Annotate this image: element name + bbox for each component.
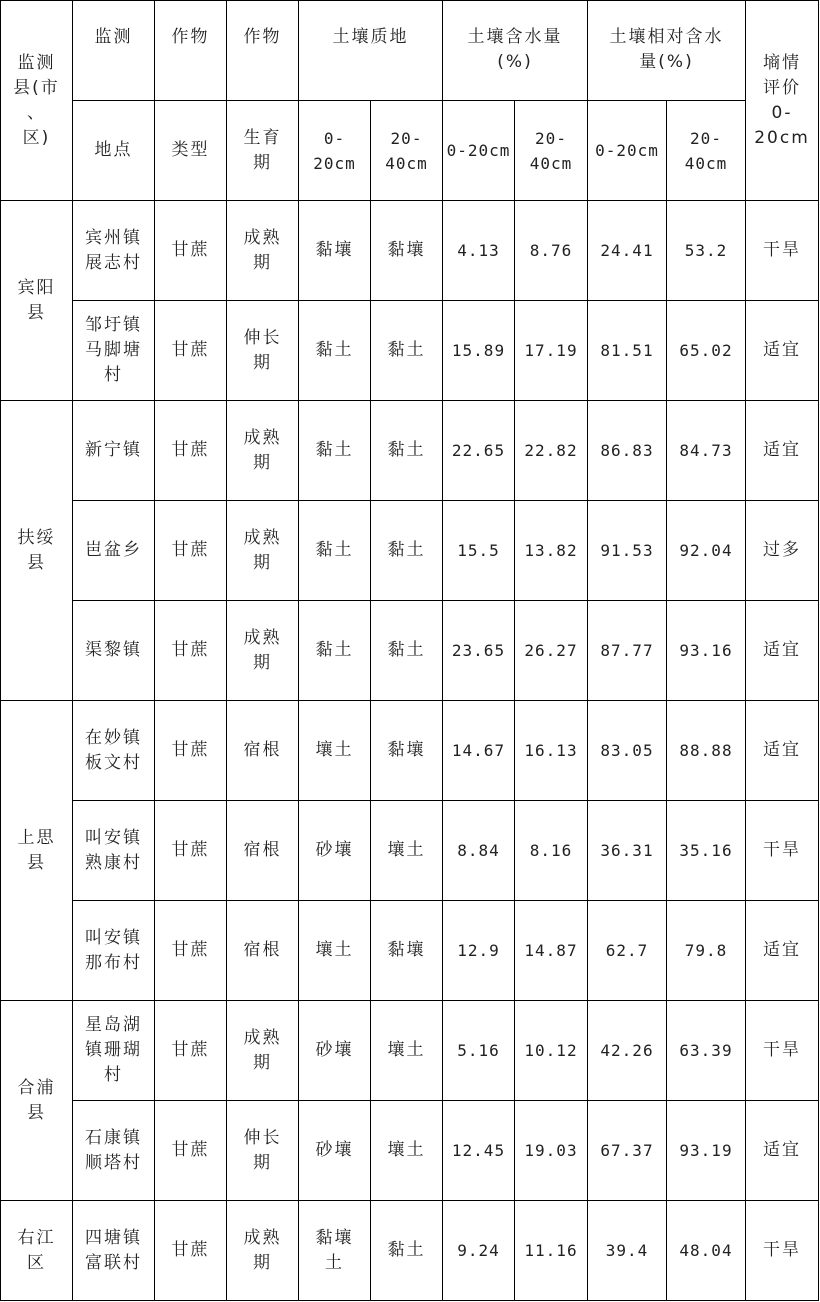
table-row [1, 1201, 819, 1301]
table-row [1, 701, 819, 801]
water-20-40-cell: 13.82 [515, 501, 588, 601]
growth-stage-cell: 成熟 期 [227, 401, 299, 501]
moisture-eval-cell: 干旱 [746, 1201, 819, 1301]
moisture-eval-cell: 干旱 [746, 1001, 819, 1101]
rel-water-20-40-cell: 63.39 [667, 1001, 746, 1101]
water-0-20-cell: 4.13 [443, 201, 515, 301]
rel-water-0-20-cell: 81.51 [588, 301, 667, 401]
header-water: 土壤含水量 (%) [443, 1, 588, 101]
crop-type-cell: 甘蔗 [155, 401, 227, 501]
crop-type-cell: 甘蔗 [155, 701, 227, 801]
county-cell: 合浦 县 [1, 1001, 73, 1201]
crop-type-cell: 甘蔗 [155, 801, 227, 901]
growth-stage-cell: 伸长 期 [227, 1101, 299, 1201]
growth-stage-cell: 宿根 [227, 701, 299, 801]
texture-0-20-cell: 壤土 [299, 901, 371, 1001]
header-stage-top: 作物 [227, 1, 299, 101]
texture-20-40-cell: 黏壤 [371, 201, 443, 301]
rel-water-0-20-cell: 87.77 [588, 601, 667, 701]
table-row [1, 301, 819, 401]
header-crop-top: 作物 [155, 1, 227, 101]
county-cell: 宾阳 县 [1, 201, 73, 401]
site-cell: 新宁镇 [73, 401, 155, 501]
texture-20-40-cell: 壤土 [371, 801, 443, 901]
water-20-40-cell: 14.87 [515, 901, 588, 1001]
moisture-eval-cell: 适宜 [746, 701, 819, 801]
site-cell: 星岛湖 镇珊瑚 村 [73, 1001, 155, 1101]
water-0-20-cell: 12.9 [443, 901, 515, 1001]
moisture-eval-cell: 过多 [746, 501, 819, 601]
water-0-20-cell: 14.67 [443, 701, 515, 801]
water-20-40-cell: 22.82 [515, 401, 588, 501]
water-0-20-cell: 5.16 [443, 1001, 515, 1101]
growth-stage-cell: 成熟 期 [227, 501, 299, 601]
rel-water-20-40-cell: 93.16 [667, 601, 746, 701]
crop-type-cell: 甘蔗 [155, 301, 227, 401]
texture-0-20-cell: 砂壤 [299, 1001, 371, 1101]
moisture-eval-cell: 干旱 [746, 801, 819, 901]
rel-water-0-20-cell: 39.4 [588, 1201, 667, 1301]
texture-20-40-cell: 黏壤 [371, 701, 443, 801]
texture-20-40-cell: 黏土 [371, 501, 443, 601]
header-texture-20-40: 20- 40cm [371, 101, 443, 201]
rel-water-20-40-cell: 88.88 [667, 701, 746, 801]
crop-type-cell: 甘蔗 [155, 1001, 227, 1101]
table-row [1, 601, 819, 701]
header-site-top: 监测 [73, 1, 155, 101]
growth-stage-cell: 成熟 期 [227, 601, 299, 701]
rel-water-20-40-cell: 79.8 [667, 901, 746, 1001]
header-row-2 [1, 101, 819, 201]
water-20-40-cell: 17.19 [515, 301, 588, 401]
moisture-eval-cell: 适宜 [746, 601, 819, 701]
rel-water-20-40-cell: 48.04 [667, 1201, 746, 1301]
texture-0-20-cell: 砂壤 [299, 1101, 371, 1201]
site-cell: 石康镇 顺塔村 [73, 1101, 155, 1201]
growth-stage-cell: 成熟 期 [227, 1001, 299, 1101]
water-20-40-cell: 8.16 [515, 801, 588, 901]
rel-water-0-20-cell: 42.26 [588, 1001, 667, 1101]
rel-water-20-40-cell: 35.16 [667, 801, 746, 901]
texture-0-20-cell: 砂壤 [299, 801, 371, 901]
table-row [1, 901, 819, 1001]
header-row-1 [1, 1, 819, 101]
site-cell: 渠黎镇 [73, 601, 155, 701]
texture-20-40-cell: 黏土 [371, 401, 443, 501]
growth-stage-cell: 宿根 [227, 801, 299, 901]
moisture-eval-cell: 适宜 [746, 901, 819, 1001]
texture-0-20-cell: 壤土 [299, 701, 371, 801]
crop-type-cell: 甘蔗 [155, 501, 227, 601]
moisture-eval-cell: 适宜 [746, 1101, 819, 1201]
header-texture-0-20: 0- 20cm [299, 101, 371, 201]
rel-water-0-20-cell: 36.31 [588, 801, 667, 901]
texture-20-40-cell: 黏土 [371, 601, 443, 701]
header-county: 监测 县(市 、 区) [1, 1, 73, 201]
texture-20-40-cell: 黏土 [371, 1201, 443, 1301]
rel-water-0-20-cell: 86.83 [588, 401, 667, 501]
crop-type-cell: 甘蔗 [155, 201, 227, 301]
water-20-40-cell: 16.13 [515, 701, 588, 801]
county-cell: 扶绥 县 [1, 401, 73, 701]
texture-20-40-cell: 黏壤 [371, 901, 443, 1001]
growth-stage-cell: 成熟 期 [227, 1201, 299, 1301]
table-row [1, 201, 819, 301]
moisture-eval-cell: 适宜 [746, 301, 819, 401]
header-rel-0-20: 0-20cm [588, 101, 667, 201]
crop-type-cell: 甘蔗 [155, 1101, 227, 1201]
county-cell: 右江 区 [1, 1201, 73, 1301]
site-cell: 四塘镇 富联村 [73, 1201, 155, 1301]
rel-water-0-20-cell: 83.05 [588, 701, 667, 801]
water-20-40-cell: 8.76 [515, 201, 588, 301]
county-cell: 上思 县 [1, 701, 73, 1001]
header-site-bottom: 地点 [73, 101, 155, 201]
header-stage-bottom: 生育 期 [227, 101, 299, 201]
table-row [1, 401, 819, 501]
water-20-40-cell: 11.16 [515, 1201, 588, 1301]
texture-20-40-cell: 壤土 [371, 1101, 443, 1201]
water-20-40-cell: 26.27 [515, 601, 588, 701]
crop-type-cell: 甘蔗 [155, 901, 227, 1001]
water-0-20-cell: 15.89 [443, 301, 515, 401]
texture-20-40-cell: 壤土 [371, 1001, 443, 1101]
water-0-20-cell: 15.5 [443, 501, 515, 601]
site-cell: 邹圩镇 马脚塘 村 [73, 301, 155, 401]
water-0-20-cell: 9.24 [443, 1201, 515, 1301]
water-0-20-cell: 23.65 [443, 601, 515, 701]
water-0-20-cell: 22.65 [443, 401, 515, 501]
rel-water-20-40-cell: 84.73 [667, 401, 746, 501]
header-texture: 土壤质地 [299, 1, 443, 101]
moisture-eval-cell: 适宜 [746, 401, 819, 501]
crop-type-cell: 甘蔗 [155, 601, 227, 701]
header-water-0-20: 0-20cm [443, 101, 515, 201]
header-rel-20-40: 20- 40cm [667, 101, 746, 201]
header-water-20-40: 20- 40cm [515, 101, 588, 201]
rel-water-20-40-cell: 93.19 [667, 1101, 746, 1201]
rel-water-0-20-cell: 67.37 [588, 1101, 667, 1201]
growth-stage-cell: 成熟 期 [227, 201, 299, 301]
rel-water-0-20-cell: 24.41 [588, 201, 667, 301]
water-0-20-cell: 8.84 [443, 801, 515, 901]
crop-type-cell: 甘蔗 [155, 1201, 227, 1301]
texture-0-20-cell: 黏壤 [299, 201, 371, 301]
growth-stage-cell: 伸长 期 [227, 301, 299, 401]
site-cell: 宾州镇 展志村 [73, 201, 155, 301]
water-0-20-cell: 12.45 [443, 1101, 515, 1201]
texture-0-20-cell: 黏土 [299, 301, 371, 401]
water-20-40-cell: 10.12 [515, 1001, 588, 1101]
rel-water-20-40-cell: 92.04 [667, 501, 746, 601]
site-cell: 岜盆乡 [73, 501, 155, 601]
rel-water-20-40-cell: 53.2 [667, 201, 746, 301]
site-cell: 在妙镇 板文村 [73, 701, 155, 801]
header-crop-bottom: 类型 [155, 101, 227, 201]
moisture-eval-cell: 干旱 [746, 201, 819, 301]
rel-water-0-20-cell: 91.53 [588, 501, 667, 601]
texture-0-20-cell: 黏土 [299, 501, 371, 601]
rel-water-20-40-cell: 65.02 [667, 301, 746, 401]
texture-0-20-cell: 黏壤 土 [299, 1201, 371, 1301]
table-row [1, 801, 819, 901]
water-20-40-cell: 19.03 [515, 1101, 588, 1201]
table-row [1, 1001, 819, 1101]
table-row [1, 501, 819, 601]
growth-stage-cell: 宿根 [227, 901, 299, 1001]
texture-0-20-cell: 黏土 [299, 601, 371, 701]
table-row [1, 1101, 819, 1201]
header-rel-water: 土壤相对含水 量(%) [588, 1, 746, 101]
texture-20-40-cell: 黏土 [371, 301, 443, 401]
rel-water-0-20-cell: 62.7 [588, 901, 667, 1001]
header-eval: 墒情 评价 0- 20cm [746, 1, 819, 201]
site-cell: 叫安镇 那布村 [73, 901, 155, 1001]
site-cell: 叫安镇 熟康村 [73, 801, 155, 901]
texture-0-20-cell: 黏土 [299, 401, 371, 501]
